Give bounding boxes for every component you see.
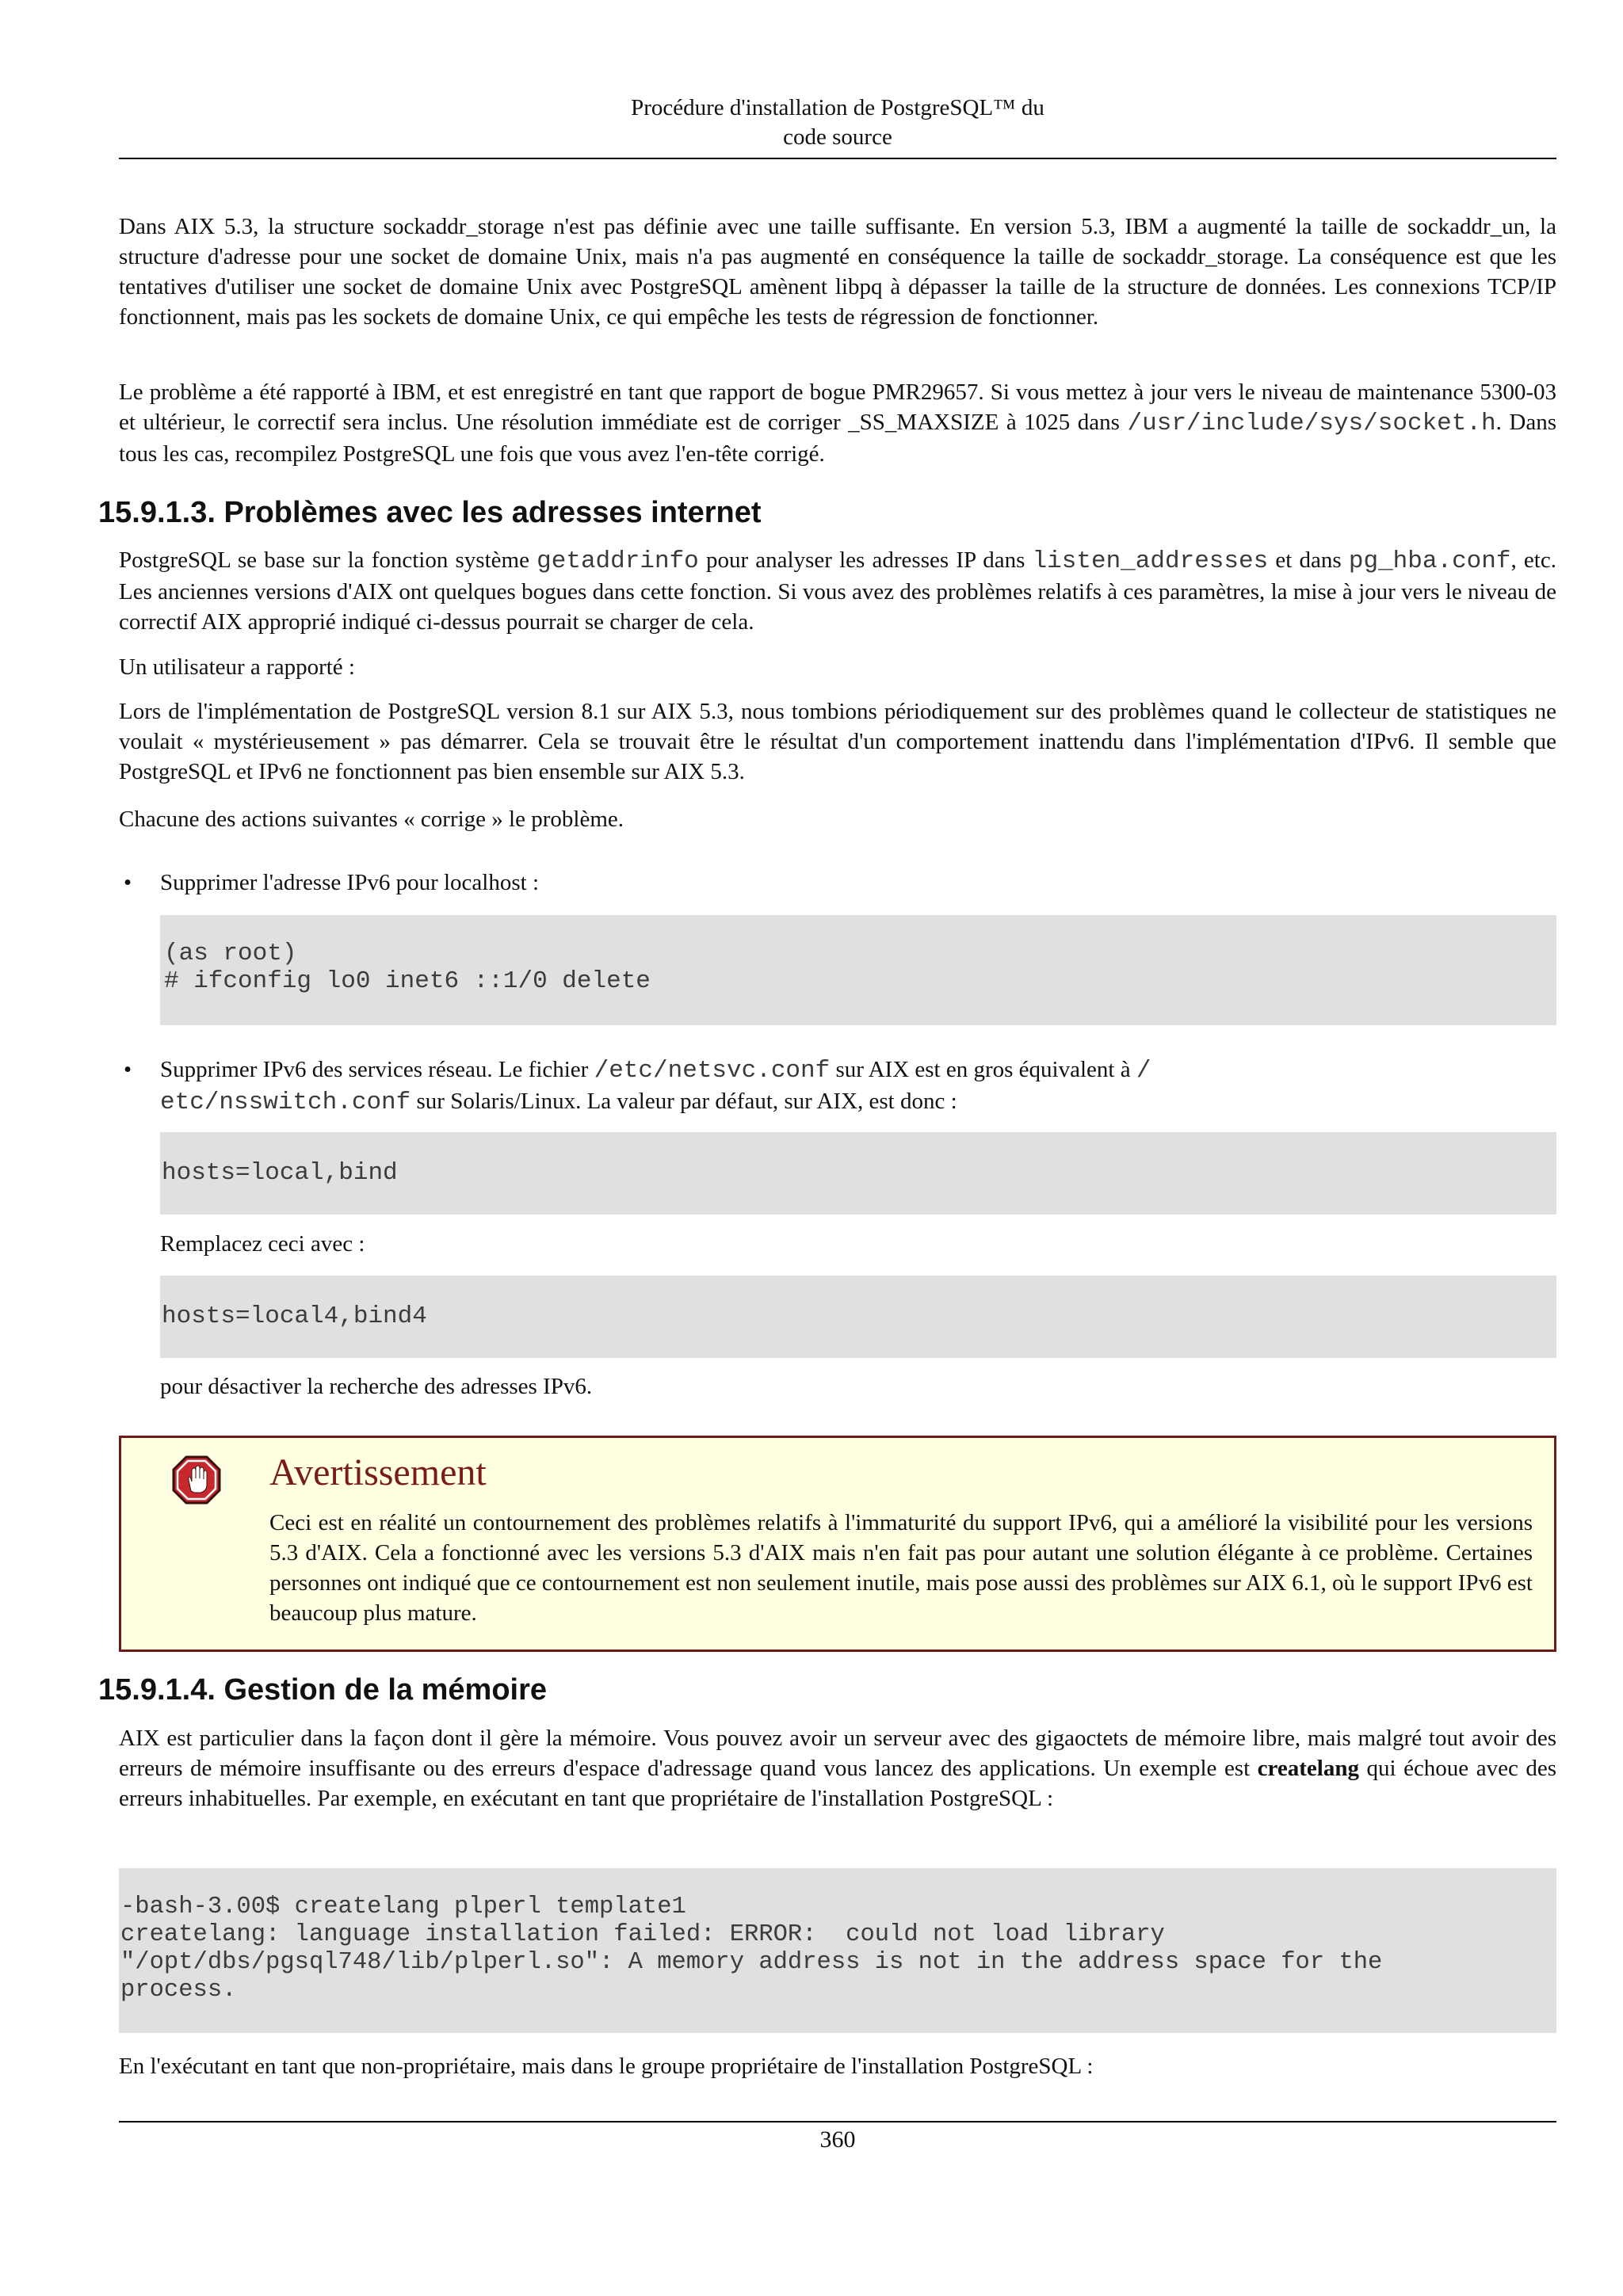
netsvc-conf-code: /etc/netsvc.conf — [594, 1057, 831, 1085]
section-1914-paragraph-2: En l'exécutant en tant que non-propriétaire, mais dans le groupe propriétaire de l'installation PostgreSQL : — [119, 2054, 1094, 2079]
header-line-2: code source — [783, 124, 892, 150]
page-number: 360 — [819, 2126, 856, 2153]
warning-text: Ceci est en réalité un contournement des problèmes relatifs à l'immaturité du support IPv6, qui a amélioré la visibilité pour les versions 5.3 d'AIX. Cela a fonctionné avec les versions 5.3 d'AIX mais n'en fait pas pour autant une solution élégante à ce problème. Certaines personnes ont indiqué que ce contournement est non seulement inutile, mais pose aussi des problèmes sur AIX 6.1, où le support IPv6 est beaucoup plus mature. — [269, 1510, 1533, 1626]
warning-admonition — [119, 1436, 1556, 1652]
code-block-hosts-default: hosts=local,bind — [160, 1132, 1556, 1215]
section-heading-15-9-1-4: 15.9.1.4. Gestion de la mémoire — [98, 1673, 548, 1707]
code-block-hosts-ipv4: hosts=local4,bind4 — [160, 1276, 1556, 1358]
warning-title: Avertissement — [269, 1451, 487, 1493]
running-header — [119, 93, 1556, 152]
code-block-createlang-error: -bash-3.00$ createlang plperl template1 createlang: language installation failed: ERROR: could not load library "/opt/dbs/pgsql748/lib/plperl.so": A memory address is not in the address space for the process. — [119, 1868, 1556, 2033]
user-report-quote: Lors de l'implémentation de PostgreSQL version 8.1 sur AIX 5.3, nous tombions périodiquement sur des problèmes quand le collecteur de statistiques ne voulait « mystérieusement » pas démarrer. Cela se trouvait être le résultat d'un comportement inattendu dans l'implémentation d'IPv6. Il semble que PostgreSQL et IPv6 ne fonctionnent pas bien ensemble sur AIX 5.3. — [119, 699, 1556, 784]
replace-label: Remplacez ceci avec : — [160, 1231, 365, 1257]
bullet-1-text: Supprimer l'adresse IPv6 pour localhost : — [160, 870, 540, 895]
section-1913-paragraph-3: Chacune des actions suivantes « corrige » le problème. — [119, 807, 624, 832]
header-line-1: Procédure d'installation de PostgreSQL™ du — [631, 95, 1044, 120]
createlang-command: createlang — [1257, 1756, 1359, 1781]
bullet-marker: • — [124, 870, 132, 895]
header-rule — [119, 158, 1556, 159]
nsswitch-conf-code: etc/nsswitch.conf — [160, 1089, 411, 1116]
code-block-ifconfig: (as root) # ifconfig lo0 inet6 ::1/0 delete — [160, 915, 1556, 1025]
intro-paragraph-1: Dans AIX 5.3, la structure sockaddr_storage n'est pas définie avec une taille suffisante. En version 5.3, IBM a augmenté la taille de sockaddr_un, la structure d'adresse pour une socket de domaine Unix, mais n'a pas augmenté en conséquence la taille de sockaddr_storage. La conséquence est que les tentatives d'utiliser une socket de domaine Unix avec PostgreSQL amènent libpq à dépasser la taille de la structure de données. Les connexions TCP/IP fonctionnent, mais pas les sockets de domaine Unix, ce qui empêche les tests de régression de fonctionner. — [119, 214, 1556, 330]
section-heading-15-9-1-3: 15.9.1.3. Problèmes avec les adresses internet — [98, 496, 762, 529]
getaddrinfo-code: getaddrinfo — [537, 547, 699, 575]
bullet-2-text: Supprimer IPv6 des services réseau. Le fichier /etc/netsvc.conf sur AIX est en gros équivalent à / etc/nsswitch.conf sur Solaris/Linux. La valeur par défaut, sur AIX, est donc : — [160, 1057, 1151, 1116]
section-1914-paragraph-1: AIX est particulier dans la façon dont il gère la mémoire. Vous pouvez avoir un serveur avec des gigaoctets de mémoire libre, mais malgré tout avoir des erreurs de mémoire insuffisante ou des erreurs d'espace d'adressage quand vous lancez des applications. Un exemple est createlang qui échoue avec des erreurs inhabituelles. Par exemple, en exécutant en tant que propriétaire de l'installation PostgreSQL : — [119, 1726, 1556, 1811]
socket-h-path: /usr/include/sys/socket.h — [1127, 410, 1496, 437]
listen-addresses-code: listen_addresses — [1032, 547, 1269, 575]
section-1913-paragraph-2: Un utilisateur a rapporté : — [119, 654, 355, 680]
disable-ipv6-label: pour désactiver la recherche des adresses IPv6. — [160, 1374, 593, 1399]
bullet-marker: • — [124, 1057, 132, 1082]
pg-hba-conf-code: pg_hba.conf — [1348, 547, 1511, 575]
section-1913-paragraph-1: PostgreSQL se base sur la fonction système getaddrinfo pour analyser les adresses IP dans listen_addresses et dans pg_hba.conf, etc. Les anciennes versions d'AIX ont quelques bogues dans cette fonction. Si vous avez des problèmes relatifs à ces paramètres, la mise à jour vers le niveau de correctif AIX approprié indiqué ci-dessus pourrait se charger de cela. — [119, 547, 1556, 635]
stop-hand-icon — [172, 1455, 221, 1505]
footer-rule — [119, 2121, 1556, 2122]
intro-paragraph-2: Le problème a été rapporté à IBM, et est enregistré en tant que rapport de bogue PMR29657. Si vous mettez à jour vers le niveau de maintenance 5300-03 et ultérieur, le correctif sera inclus. Une résolution immédiate est de corriger _SS_MAXSIZE à 1025 dans /usr/include/sys/socket.h. Dans tous les cas, recompilez PostgreSQL une fois que vous avez l'en-tête corrigé. — [119, 379, 1556, 467]
